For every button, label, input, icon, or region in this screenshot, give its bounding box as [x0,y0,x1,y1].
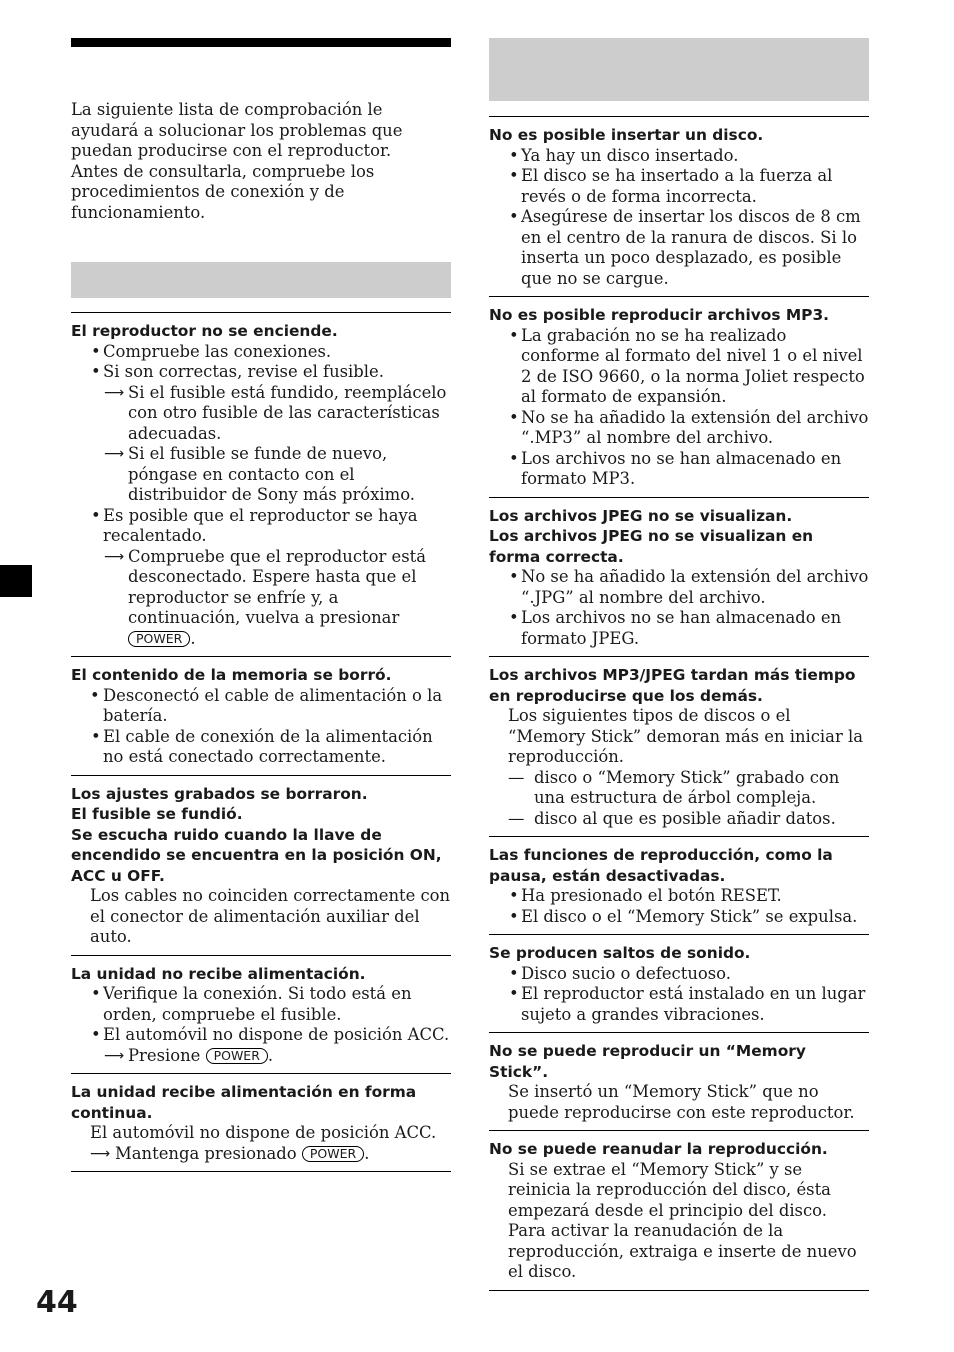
list-item: • Asegúrese de insertar los discos de 8 cm en el centro de la ranura de discos. Si lo inserta un poco desplazado, es posible que no se cargue. [509,207,861,288]
problem-heading: La unidad recibe alimentación en forma continua. [71,1083,417,1122]
dash-item: — disco o “Memory Stick” grabado con una estructura de árbol compleja. [508,767,840,807]
trouble-item [489,1130,869,1291]
intro-text [71,100,451,223]
trouble-item [71,312,451,656]
arrow-icon: ⟶ [104,446,125,462]
problem-heading: El contenido de la memoria se borró. [71,666,392,684]
problem-heading: Los archivos MP3/JPEG tardan más tiempo en reproducirse que los demás. [489,666,856,705]
dash-item: — disco al que es posible añadir datos. [508,808,836,828]
problem-heading: Los archivos JPEG no se visualizan en forma correcta. [489,527,814,566]
list-item: • El automóvil no dispone de posición ACC. [91,1025,450,1044]
problem-heading: El fusible se fundió. [71,805,243,823]
trouble-item [489,116,869,296]
problem-heading: Los archivos JPEG no se visualizan. [489,506,793,525]
arrow-item: ⟶ Si el fusible se funde de nuevo, póngase en contacto con el distribuidor de Sony más próximo. [104,444,415,504]
solution-text: Si se extrae el “Memory Stick” y se reinicia la reproducción del disco, ésta empezará desde el principio del disco. Para activar la reanudación de la reproducción, extraiga e inserte de nuevo el disco. [508,1159,857,1281]
problem-heading: La unidad no recibe alimentación. [71,964,366,983]
list-item: • Ha presionado el botón RESET. [509,886,782,905]
section-header-bar [71,262,451,298]
problem-heading: Se escucha ruido cuando la llave de encendido se encuentra en la posición ON, ACC u OFF. [71,825,442,885]
solution-text: Los siguientes tipos de discos o el “Memory Stick” demoran más en iniciar la reproducción. [508,706,864,766]
solution-text: Los cables no coinciden correctamente con el conector de alimentación auxiliar del auto. [90,886,451,946]
arrow-icon: ⟶ [90,1145,111,1162]
trouble-item [71,656,451,775]
solution-text: Se insertó un “Memory Stick” que no puede reproducirse con este reproductor. [508,1082,855,1122]
trouble-item [489,934,869,1032]
intro-paragraph: La siguiente lista de comprobación le ayudará a solucionar los problemas que puedan producirse con el reproductor. [71,100,403,160]
list-item: • El disco o el “Memory Stick” se expulsa. [509,906,858,926]
left-sections [71,312,451,1172]
problem-heading: Los ajustes grabados se borraron. [71,784,368,803]
problem-heading: Las funciones de reproducción, como la pausa, están desactivadas. [489,846,833,885]
arrow-icon: ⟶ [104,548,125,565]
arrow-icon: ⟶ [104,384,125,401]
problem-heading: El reproductor no se enciende. [71,322,338,340]
list-item: • Ya hay un disco insertado. [509,145,739,165]
arrow-item: ⟶ Mantenga presionado POWER . [90,1143,370,1163]
list-item: • Los archivos no se han almacenado en formato MP3. [509,448,842,488]
arrow-item: ⟶ Presione POWER . [104,1045,274,1065]
list-item: • Desconectó el cable de alimentación o la batería. [90,685,443,725]
list-item: • Compruebe las conexiones. [91,341,332,361]
list-item: • Los archivos no se han almacenado en formato JPEG. [509,608,842,648]
solution-text: El automóvil no dispone de posición ACC. [90,1123,437,1142]
intro-paragraph: Antes de consultarla, compruebe los procedimientos de conexión y de funcionamiento. [71,161,375,222]
problem-heading: No es posible insertar un disco. [489,126,764,144]
list-item: • No se ha añadido la extensión del archivo “.JPG” al nombre del archivo. [509,567,869,607]
section-tab-marker [0,565,32,597]
problem-heading: Se producen saltos de sonido. [489,944,751,962]
trouble-item [489,836,869,934]
list-item: • Verifique la conexión. Si todo está en orden, compruebe el fusible. [91,984,412,1024]
trouble-item [489,656,869,836]
arrow-icon: ⟶ [104,1047,125,1064]
trouble-item [71,1073,451,1172]
trouble-item [489,296,869,497]
section-header-bar [489,38,869,101]
problem-heading: No se puede reanudar la reproducción. [489,1140,828,1158]
list-item: • La grabación no se ha realizado conforme al formato del nivel 1 o el nivel 2 de ISO 9660, o la norma Joliet respecto al formato de expansión. [509,325,865,406]
problem-heading: No es posible reproducir archivos MP3. [489,306,830,324]
trouble-item [71,775,451,955]
list-item: • El cable de conexión de la alimentación no está conectado correctamente. [91,726,433,766]
page-number: 44 [36,1285,78,1320]
list-item: • No se ha añadido la extensión del archivo “.MP3” al nombre del archivo. [509,407,869,447]
title-bar [71,38,451,47]
list-item: • Si son correctas, revise el fusible. [91,362,384,381]
problem-heading: No se puede reproducir un “Memory Stick”. [489,1042,806,1081]
list-item: • El reproductor está instalado en un lugar sujeto a grandes vibraciones. [509,984,866,1024]
power-key: POWER [128,631,190,647]
list-item: • El disco se ha insertado a la fuerza al revés o de forma incorrecta. [509,166,833,206]
trouble-item [71,955,451,1074]
trouble-item [489,1032,869,1130]
power-key: POWER [206,1048,268,1064]
arrow-item: ⟶ Compruebe que el reproductor está desconectado. Espere hasta que el reproductor se enfríe y, a continuación, vuelva a presionar POWER . [104,546,426,648]
list-item: • Disco sucio o defectuoso. [509,963,731,983]
power-key: POWER [302,1146,364,1162]
right-sections [489,116,869,1291]
arrow-item: ⟶ Si el fusible está fundido, reemplácelo con otro fusible de las características adecuadas. [104,382,447,443]
list-item: • Es posible que el reproductor se haya recalentado. [91,505,418,545]
trouble-item [489,497,869,657]
